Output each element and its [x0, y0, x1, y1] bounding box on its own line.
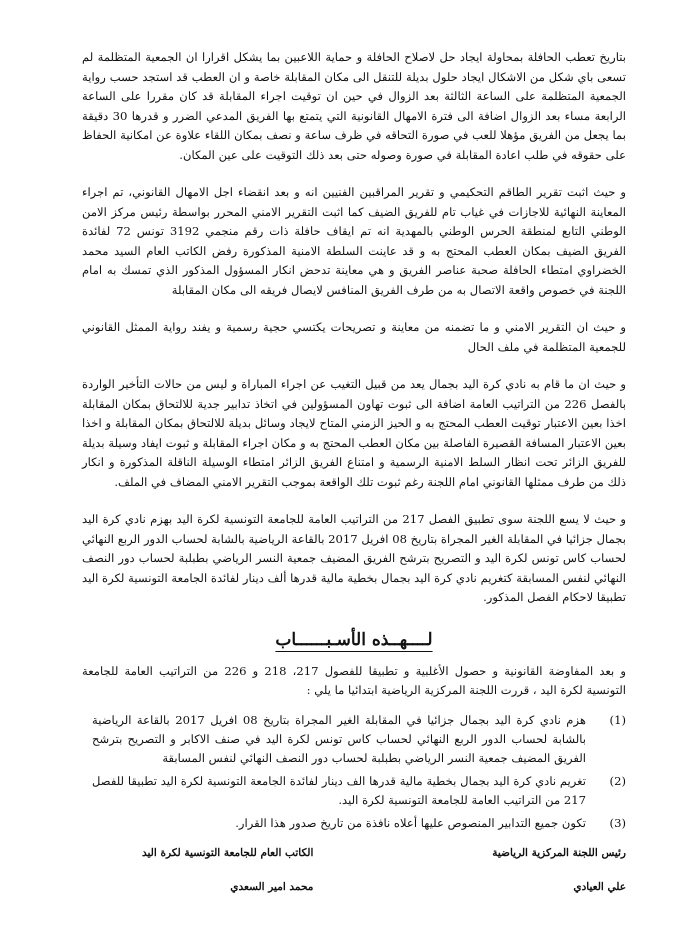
decision-list — [82, 711, 626, 833]
decision-item-1 — [82, 711, 626, 768]
decision-number: (3) — [609, 815, 626, 830]
decision-text: تغريم نادي كرة اليد بجمال بخطية مالية قدرها الف دينار لفائدة الجامعة التونسية لكرة اليد تطبيقا للفصل 217 من التراتيب العامة للجامعة التونسية لكرة اليد. — [92, 773, 586, 807]
decision-text: تكون جميع التدابير المنصوص عليها أعلاه نافذة من تاريخ صدور هذا القرار. — [235, 815, 586, 830]
secretary-name: محمد امير السعدي — [230, 880, 314, 893]
paragraph-2: و حيث اثبت تقرير الطاقم التحكيمي و تقرير المراقبين الفنيين انه و بعد انقضاء اجل الامهال القانوني، تم اجراء المعاينة النهائية للاجازات في غياب تام للفريق الضيف كما اثبت التقرير الامني المحرر بواسطة رئيس مركز الامن الوطني التابع لمنطقة الحرس الوطني بالمهدية انه تم ايقاف حافلة ذات رقم منجمي 3192 تونس 72 لفائدة الفريق الضيف بمكان العطب المحتج به و قد عاينت السلطة الامنية المذكورة رفض الكاتب العام السيد محمد الخضراوي امتطاء الحافلة صحبة عناصر الفريق و هي معاينة تدحض انكار المسؤول المذكور الذي تمسك به امام اللجنة في خصوص واقعة الاتصال به من طرف الفريق المنافس لايصال فريقه الى مكان المقابلة — [82, 185, 626, 297]
section-heading: لــــهــذه الأسـبــــــاب — [275, 629, 433, 650]
decision-text: هزم نادي كرة اليد بجمال جزائيا في المقابلة الغير المجراة بتاريخ 08 افريل 2017 بالقاعة الرياضية بالشابة لحساب الدور الربع النهائي لحساب كاس تونس لكرة اليد في صنف الاكابر و التصريح بترشح الفريق المضيف جمعية النسر الرياضي بطبلبة لحساب دور النصف النهائي لنفس المسابقة — [92, 712, 586, 765]
preamble: و بعد المفاوضة القانونية و حصول الأغلبية و تطبيقا للفصول 217، 218 و 226 من التراتيب العامة للجامعة التونسية لكرة اليد ، قررت اللجنة المركزية الرياضية ابتدائيا ما يلي : — [82, 663, 626, 697]
paragraph-3: و حيث ان التقرير الامني و ما تضمنه من معاينة و تصريحات يكتسي حجية رسمية و يفند رواية الممثل القانوني للجمعية المتظلمة في ملف الحال — [82, 320, 626, 354]
paragraph-1: بتاريخ تعطب الحافلة بمحاولة ايجاد حل لاصلاح الحافلة و حماية اللاعبين بما يشكل اقرارا ان الجمعية المتظلمة لم تسعى باي شكل من الاشكال ايجاد حلول بديلة للتنقل الى مكان المقابلة خاصة و ان العطب قد استجد حسب رواية الجمعية المتظلمة على الساعة الثالثة بعد الزوال في حين ان توقيت اجراء المقابلة قد كان مقررا على الساعة الرابعة مساء بعد الزوال اضافة الى فترة الامهال القانونية التي يتمتع بها الفريق المدعي الضرر و قدرها 30 دقيقة بما يجعل من الفريق مؤهلا للعب في صورة التحاقه في ظرف ساعة و نصف بمكان اللقاء علاوة عن امكانية الحفاظ على حقوقه في طلب اعادة المقابلة في صورة وصوله حتى بعد ذلك التوقيت على عين المكان. — [82, 50, 626, 162]
secretary-title: الكاتب العام للجامعة التونسية لكرة اليد — [142, 846, 314, 859]
signature-section — [82, 847, 626, 893]
decision-number: (1) — [609, 712, 626, 727]
president-name: علي العيادي — [573, 880, 626, 893]
decision-item-2 — [82, 772, 626, 810]
paragraph-5: و حيث لا يسع اللجنة سوى تطبيق الفصل 217 من التراتيب العامة للجامعة التونسية لكرة اليد بهزم نادي كرة اليد بجمال جزائيا في المقابلة الغير المجراة بتاريخ 08 افريل 2017 بالقاعة الرياضية بالشابة لحساب الدور الربع النهائي لحساب كاس تونس لكرة اليد و التصريح بترشح الفريق المضيف جمعية النسر الرياضي بطبلبة لحساب دور النصف النهائي لنفس المسابقة كتغريم نادي كرة اليد بجمال بخطية مالية قدرها ألف دينار لفائدة الجامعة التونسية لكرة اليد تطبيقا لاحكام الفصل المذكور. — [82, 512, 626, 604]
decision-number: (2) — [609, 773, 626, 788]
signature-secretary — [142, 847, 313, 893]
paragraph-4: و حيث ان ما قام به نادي كرة اليد بجمال يعد من قبيل التغيب عن اجراء المباراة و ليس من حالات التأخير الواردة بالفصل 226 من التراتيب العامة اضافة الى ثبوت تهاون المسؤولين في اتخاذ تدابير جدية للالتحاق بمكان المقابلة اخذا بعين الاعتبار توقيت العطب المحتج به و الحيز الزمني المتاح لايجاد وسائل بديلة للالتحاق بمكان المقابلة و اخذا بعين الاعتبار المسافة القصيرة الفاصلة بين مكان العطب المحتج به و مكان اجراء المقابلة و ثبوت ايفاد وسيلة بديلة للفريق الزائر تحت انظار السلط الامنية الرسمية و امتناع الفريق الزائر امتطاء الوسيلة الناقلة المذكورة و انكار ذلك من طرف ممثلها القانوني امام اللجنة رغم ثبوت تلك الواقعة بموجب التقرير الامني المضاف في الملف. — [82, 377, 626, 489]
president-title: رئيس اللجنة المركزية الرياضية — [492, 846, 626, 859]
decision-item-3 — [82, 814, 626, 833]
signature-president — [492, 847, 626, 893]
